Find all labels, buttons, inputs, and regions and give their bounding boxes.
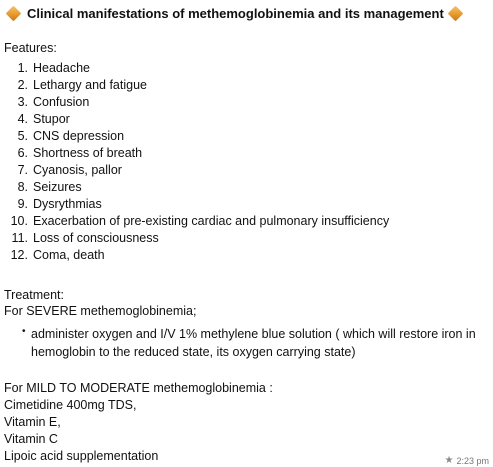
list-item: [0, 213, 389, 230]
list-item: [0, 77, 389, 94]
list-item: [0, 162, 389, 179]
list-number: 2.: [17, 78, 28, 92]
list-number: 12.: [10, 248, 28, 262]
list-number: 7.: [17, 163, 28, 177]
message-meta: [445, 455, 490, 466]
list-number: 8.: [17, 180, 28, 194]
mild-item: Vitamin C: [4, 432, 58, 446]
title-text: Clinical manifestations of methemoglobinemia and its management: [27, 6, 444, 21]
list-text: Lethargy and fatigue: [33, 78, 147, 92]
orange-diamond-icon: [448, 6, 464, 22]
list-text: Loss of consciousness: [33, 231, 159, 245]
list-item: [0, 111, 389, 128]
list-text: Coma, death: [33, 248, 105, 262]
list-text: Seizures: [33, 180, 82, 194]
list-item: [0, 247, 389, 264]
list-text: Headache: [33, 61, 90, 75]
list-item: [0, 60, 389, 77]
list-item: [0, 179, 389, 196]
list-text: Confusion: [33, 95, 90, 109]
bullet-dot-icon: •: [22, 326, 26, 337]
list-number: 11.: [11, 231, 28, 245]
list-item: [0, 128, 389, 145]
list-text: Exacerbation of pre-existing cardiac and pulmonary insufficiency: [33, 214, 390, 228]
treatment-label: Treatment:: [4, 288, 64, 302]
bullet-text: administer oxygen and I/V 1% methylene blue solution ( which will restore iron in hemoglobin to the reduced state, its oxygen carrying state): [31, 327, 476, 359]
mild-label: For MILD TO MODERATE methemoglobinemia :: [4, 381, 273, 395]
list-item: [0, 94, 389, 111]
star-icon: ★: [444, 455, 454, 466]
features-label: Features:: [4, 41, 57, 55]
list-item: [0, 145, 389, 162]
list-number: 4.: [17, 112, 28, 126]
message-time: 2:23 pm: [456, 455, 489, 466]
list-number: 5.: [17, 129, 28, 143]
list-number: 3.: [17, 95, 28, 109]
list-number: 10.: [10, 214, 28, 228]
list-text: Cyanosis, pallor: [33, 163, 122, 177]
list-text: Shortness of breath: [33, 146, 143, 160]
mild-item: Cimetidine 400mg TDS,: [4, 398, 137, 412]
list-text: Dysrythmias: [33, 197, 102, 211]
mild-item: Lipoic acid supplementation: [4, 449, 159, 463]
orange-diamond-icon: [6, 6, 22, 22]
list-number: 9.: [17, 197, 28, 211]
list-text: CNS depression: [33, 129, 125, 143]
message-title: [6, 5, 465, 22]
mild-item: Vitamin E,: [4, 415, 61, 429]
list-number: 6.: [17, 146, 28, 160]
list-item: [0, 230, 389, 247]
list-number: 1.: [17, 61, 28, 75]
bullet-item: [22, 325, 488, 361]
features-list: [0, 60, 389, 264]
severe-label: For SEVERE methemoglobinemia;: [4, 304, 197, 318]
list-text: Stupor: [33, 112, 70, 126]
list-item: [0, 196, 389, 213]
